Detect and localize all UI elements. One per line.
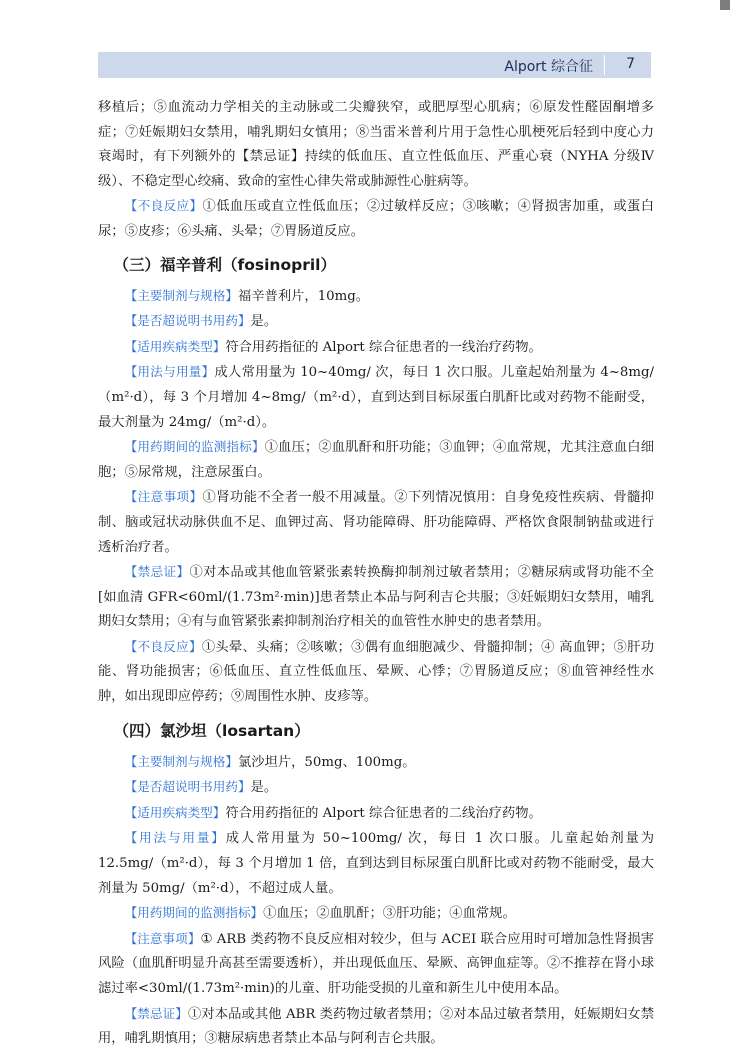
entry-precautions	[98, 485, 654, 560]
entry-tag: 【是否超说明书用药】	[124, 313, 251, 329]
entry-text: 是。	[250, 314, 278, 330]
entry-tag: 【注意事项】	[124, 489, 203, 505]
entry-tag: 【用药期间的监测指标】	[124, 905, 264, 921]
corner-mark	[720, 0, 730, 10]
page-body	[98, 96, 654, 1052]
entry-tag: 【适用疾病类型】	[124, 338, 226, 354]
entry-text: ①对本品或其他 ABR 类药物过敏者禁用；②对本品过敏者禁用，妊娠期妇女禁用，哺乳期慎用；③糖尿病患者禁止本品与阿利吉仑共服。	[98, 1006, 655, 1047]
entry-text: ①血压；②血肌酐和肝功能；③血钾；④血常规，尤其注意血白细胞；⑤尿常规，注意尿蛋白。	[98, 440, 655, 480]
section-heading-fosinopril: （三）福辛普利（fosinopril）	[113, 255, 336, 274]
entry-text: ① ARB 类药物不良反应相对较少，但与 ACEI 联合应用时可增加急性肾损害风险（血肌酐明显升高甚至需要透析），并出现低血压、晕厥、高钾血症等。②不推荐在肾小球滤过率<30ml/(1.73m²·min)的儿童、肝功能受损的儿童和新生儿中使用本品。	[98, 931, 655, 996]
entry-adverse-reactions	[98, 635, 654, 710]
entry-precautions	[98, 927, 654, 1002]
entry-text: 福辛普利片，10mg。	[237, 288, 370, 304]
entry-off-label	[98, 309, 654, 335]
entry-contraindications	[98, 1002, 654, 1052]
continued-paragraph: 移植后；⑤血流动力学相关的主动脉或二尖瓣狭窄，或肥厚型心肌病；⑥原发性醛固酮增多症；⑦妊娠期妇女禁用，哺乳期妇女慎用；⑧当雷米普利片用于急性心肌梗死后轻到中度心力衰竭时，有下列额外的【禁忌证】持续的低血压、直立性低血压、严重心衰（NYHA 分级Ⅳ级）、不稳定型心绞痛、致命的室性心律失常或肺源性心脏病等。	[98, 100, 654, 189]
entry-tag: 【用药期间的监测指标】	[124, 439, 265, 455]
entry-indication	[98, 335, 654, 361]
entry-tag: 【主要制剂与规格】	[124, 753, 238, 769]
entry-tag: 【是否超说明书用药】	[124, 779, 251, 795]
entry-text: 符合用药指征的 Alport 综合征患者的二线治疗药物。	[225, 805, 542, 821]
entry-text: 成人常用量为 10~40mg/ 次，每日 1 次口服。儿童起始剂量为 4~8mg/（m²·d），每 3 个月增加 4~8mg/（m²·d），直到达到目标尿蛋白肌酐比或对药物不能耐受，最大剂量为 24mg/（m²·d）。	[98, 365, 654, 430]
entry-preparation-spec	[98, 284, 654, 310]
entry-tag: 【用法与用量】	[124, 830, 226, 846]
entry-tag: 【主要制剂与规格】	[124, 287, 238, 303]
adverse-reactions-tag: 【不良反应】	[124, 198, 203, 214]
running-header-title: Alport 综合征	[504, 59, 593, 75]
entry-monitoring	[98, 435, 654, 485]
entry-tag: 【注意事项】	[124, 930, 201, 946]
entry-tag: 【禁忌证】	[124, 564, 190, 580]
entry-text: ①对本品或其他血管紧张素转换酶抑制剂过敏者禁用；②糖尿病或肾功能不全[如血清 GFR<60ml/(1.73m²·min)]患者禁止本品与阿利吉仑共服；③妊娠期妇女禁用，哺乳期妇女禁用；④有与血管紧张素抑制剂治疗相关的血管性水肿史的患者禁用。	[98, 565, 655, 630]
entry-tag: 【禁忌证】	[124, 1005, 188, 1021]
header-divider	[604, 55, 605, 75]
section-heading-losartan: （四）氯沙坦（losartan）	[113, 721, 310, 740]
entry-indication	[98, 801, 654, 827]
entry-text: 是。	[250, 780, 278, 796]
entry-text: 氯沙坦片，50mg、100mg。	[237, 754, 416, 770]
entry-dosage	[98, 360, 654, 435]
entry-text: 成人常用量为 50~100mg/ 次，每日 1 次口服。儿童起始剂量为 12.5mg/（m²·d），每 3 个月增加 1 倍，直到达到目标尿蛋白肌酐比或对药物不能耐受，最大剂量为 50mg/（m²·d），不超过成人量。	[98, 831, 654, 896]
entry-tag: 【不良反应】	[124, 638, 202, 654]
adverse-reactions-text: ①低血压或直立性低血压；②过敏样反应；③咳嗽；④肾损害加重，或蛋白尿；⑤皮疹；⑥头痛、头晕；⑦胃肠道反应。	[98, 199, 655, 239]
page-number: 7	[626, 56, 635, 72]
running-header	[98, 52, 651, 78]
entry-off-label	[98, 775, 654, 801]
entry-contraindications	[98, 560, 654, 635]
entry-tag: 【适用疾病类型】	[124, 804, 226, 820]
entry-text: ①头晕、头痛；②咳嗽；③偶有血细胞减少、骨髓抑制；④ 高血钾；⑤肝功能、肾功能损害；⑥低血压、直立性低血压、晕厥、心悸；⑦胃肠道反应；⑧血管神经性水肿，如出现即应停药；⑨周围性水肿、皮疹等。	[98, 639, 654, 705]
entry-dosage	[98, 826, 654, 901]
entry-monitoring	[98, 901, 654, 927]
entry-text: ①肾功能不全者一般不用减量。②下列情况慎用：自身免疫性疾病、骨髓抑制、脑或冠状动脉供血不足、血钾过高、肾功能障碍、肝功能障碍、严格饮食限制钠盐或进行透析治疗者。	[98, 490, 655, 555]
entry-text: 符合用药指征的 Alport 综合征患者的一线治疗药物。	[225, 339, 542, 355]
entry-preparation-spec	[98, 750, 654, 776]
entry-tag: 【用法与用量】	[124, 364, 215, 380]
entry-text: ①血压；②血肌酐；③肝功能；④血常规。	[263, 906, 516, 922]
adverse-reactions-paragraph	[98, 194, 654, 244]
